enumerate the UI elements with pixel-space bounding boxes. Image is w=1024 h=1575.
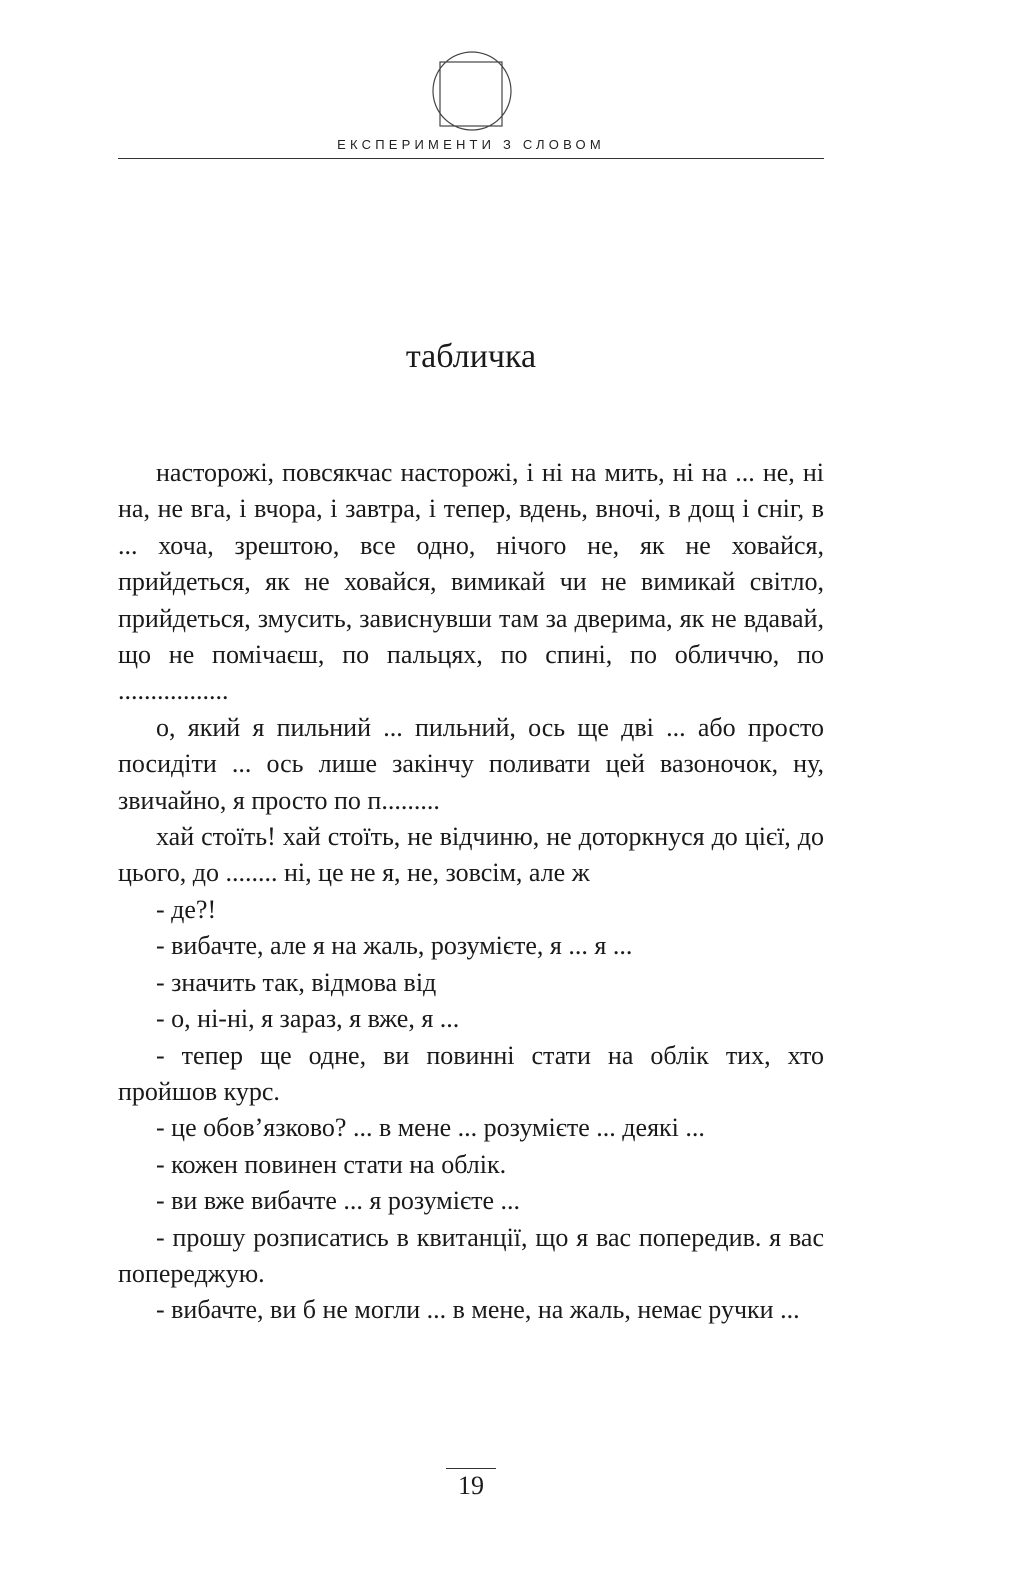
- header-rule: [118, 158, 824, 159]
- dialogue-line: - де?!: [156, 894, 217, 924]
- dialogue-line: - ви вже вибачте ... я розумієте ...: [156, 1186, 521, 1216]
- dialogue-line: - значить так, відмова від: [156, 967, 437, 997]
- page-number: 19: [446, 1468, 496, 1501]
- dialogue-line: - вибачте, але я на жаль, розумієте, я ... я ...: [156, 931, 633, 961]
- body-text: [118, 455, 824, 1329]
- dialogue-line: - це обов’язково? ... в мене ... розумієте ... деякі ...: [156, 1113, 705, 1143]
- chapter-title: табличка: [405, 338, 537, 375]
- paragraph: о, який я пильний ... пильний, ось ще дві ... або просто посидіти ... ось лише закінчу поливати цей вазоночок, ну, звичайно, я просто по п.........: [118, 712, 824, 815]
- paragraph: хай стоїть! хай стоїть, не відчиню, не доторкнуся до цієї, до цього, до ........ ні, це не я, не, зовсім, але ж: [118, 822, 824, 888]
- dialogue-line: - кожен повинен стати на облік.: [156, 1149, 507, 1179]
- dialogue-line: - о, ні-ні, я зараз, я вже, я ...: [156, 1004, 460, 1034]
- dialogue-line: - тепер ще одне, ви повинні стати на облік тих, хто пройшов курс.: [118, 1040, 824, 1106]
- dialogue-line: - прошу розписатись в квитанції, що я вас попередив. я вас попереджую.: [118, 1222, 824, 1288]
- circle-square-emblem-icon: [431, 50, 513, 132]
- dialogue-line: - вибачте, ви б не могли ... в мене, на жаль, немає ручки ...: [156, 1295, 800, 1325]
- paragraph: насторожі, повсякчас насторожі, і ні на мить, ні на ... не, ні на, не вга, і вчора, і завтра, і тепер, вдень, вночі, в дощ і сніг, в ... хоча, зрештою, все одно, нічого не, як не ховайся, прийдеться, як не ховайся, вимикай чи не вимикай світло, прийдеться, змусить, зависнувши там за дверима, як не вдавай, що не помічаєш, по пальцях, по спині, по обличчю, по .................: [118, 458, 824, 706]
- running-header: ЕКСПЕРИМЕНТИ З СЛОВОМ: [337, 137, 605, 152]
